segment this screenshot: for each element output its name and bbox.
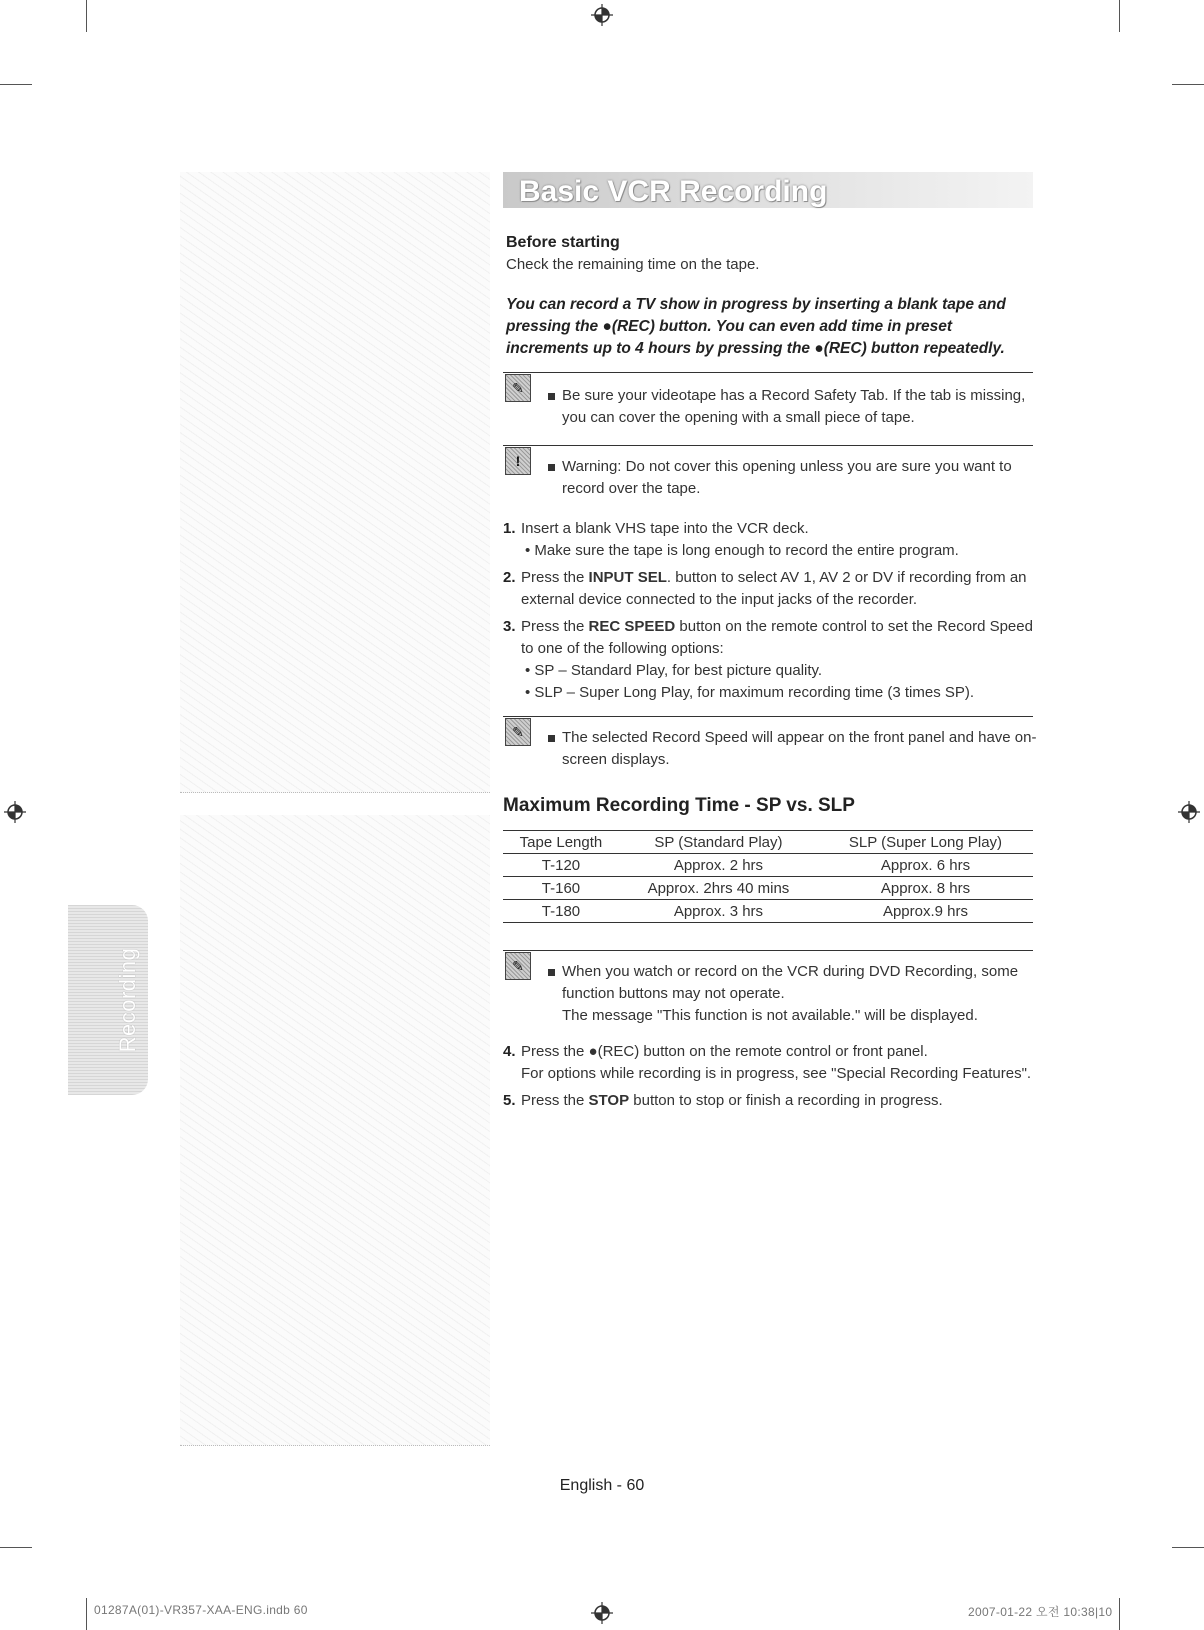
step-text-post: . button to select AV 1, AV 2 or DV if recording from an external device connected to the input jacks of the recorder. <box>521 569 1027 608</box>
print-footer-timestamp: 2007-01-22 오전 10:38|10 <box>968 1605 1113 1619</box>
crop-mark <box>86 1598 87 1630</box>
crop-mark <box>0 84 32 85</box>
step-number: 2. <box>503 569 516 586</box>
crop-mark <box>1119 1598 1120 1630</box>
step-number: 3. <box>503 618 516 635</box>
note-item <box>548 385 1042 429</box>
step-text: Press the ●(REC) button on the remote control or front panel. <box>521 1043 928 1060</box>
table-cell: Approx. 2 hrs <box>673 856 764 874</box>
crop-mark <box>1172 1547 1204 1548</box>
crop-mark <box>86 0 87 32</box>
registration-mark-icon <box>1178 801 1200 823</box>
step-text: Insert a blank VHS tape into the VCR deck. <box>521 520 809 537</box>
step-subitem: • Make sure the tape is long enough to record the entire program. <box>525 542 959 559</box>
page-title-bar <box>503 172 1033 208</box>
step-text-pre: Press the <box>521 569 589 586</box>
step-item <box>503 1090 1043 1112</box>
table-row <box>503 854 1033 877</box>
table-header-cell: SP (Standard Play) <box>654 833 783 851</box>
note-item <box>548 727 1042 771</box>
step-item <box>503 518 1043 562</box>
before-starting-text: Check the remaining time on the tape. <box>506 256 760 273</box>
bullet-square-icon <box>548 393 555 400</box>
table-cell: T-180 <box>541 902 581 920</box>
decorative-pattern-panel <box>180 172 490 793</box>
page-number: English - 60 <box>559 1477 645 1494</box>
button-name: STOP <box>588 1092 630 1109</box>
intro-paragraph: You can record a TV show in progress by inserting a blank tape and pressing the ●(REC) button. You can even add time in preset increments up to 4 hours by pressing the ●(REC) button repeatedly. <box>506 296 1006 357</box>
note-text: Be sure your videotape has a Record Safety Tab. If the tab is missing, you can cover the opening with a small piece of tape. <box>562 387 1026 426</box>
bullet-square-icon <box>548 464 555 471</box>
recording-time-table <box>503 830 1033 923</box>
table-header-cell: SLP (Super Long Play) <box>848 833 1003 851</box>
decorative-pattern-panel <box>180 815 490 1446</box>
table-cell: Approx. 3 hrs <box>673 902 764 920</box>
crop-mark <box>1172 84 1204 85</box>
step-text-post: button on the remote control to set the Record Speed to one of the following options: <box>521 618 1033 657</box>
note-divider <box>503 372 1033 373</box>
table-cell: T-160 <box>541 879 581 897</box>
step-item <box>503 1041 1043 1085</box>
step-text-pre: Press the <box>521 1092 589 1109</box>
note-text-extra: The message "This function is not available." will be displayed. <box>562 1007 978 1024</box>
table-cell: Approx. 6 hrs <box>880 856 971 874</box>
bullet-square-icon <box>548 735 555 742</box>
step-number: 5. <box>503 1092 516 1109</box>
warning-text: Warning: Do not cover this opening unless you are sure you want to record over the tape. <box>562 458 1012 497</box>
table-cell: Approx.9 hrs <box>882 902 968 920</box>
crop-mark <box>0 1547 32 1548</box>
table-header-cell: Tape Length <box>519 833 603 851</box>
step-item <box>503 567 1043 611</box>
step-subtext: For options while recording is in progress, see "Special Recording Features". <box>521 1065 1032 1082</box>
section-heading: Maximum Recording Time - SP vs. SLP <box>503 795 855 816</box>
note-icon: ✎ <box>505 952 531 980</box>
step-text-pre: Press the <box>521 618 589 635</box>
note-item <box>548 961 1042 1027</box>
steps-list <box>503 518 1043 709</box>
page-title: Basic VCR Recording <box>519 175 828 208</box>
note-icon: ✎ <box>505 718 531 746</box>
note-divider <box>503 950 1033 951</box>
section-side-tab-label: Recording <box>115 947 140 1053</box>
step-number: 4. <box>503 1043 516 1060</box>
table-cell: Approx. 8 hrs <box>880 879 971 897</box>
print-footer-file: 01287A(01)-VR357-XAA-ENG.indb 60 <box>94 1603 308 1617</box>
step-number: 1. <box>503 520 516 537</box>
registration-mark-icon <box>591 1602 613 1624</box>
note-divider <box>503 716 1033 717</box>
note-icon: ✎ <box>505 374 531 402</box>
table-header-row <box>503 831 1033 854</box>
bullet-square-icon <box>548 969 555 976</box>
table-cell: Approx. 2hrs 40 mins <box>647 879 790 897</box>
note-text: The selected Record Speed will appear on the front panel and have on-screen displays. <box>562 729 1037 768</box>
note-divider <box>503 445 1033 446</box>
crop-mark <box>1119 0 1120 32</box>
table-row <box>503 900 1033 923</box>
button-name: REC SPEED <box>588 618 676 635</box>
note-text: When you watch or record on the VCR during DVD Recording, some function buttons may not operate. <box>562 963 1019 1002</box>
steps-list-continued <box>503 1041 1043 1117</box>
registration-mark-icon <box>591 4 613 26</box>
table-row <box>503 877 1033 900</box>
step-text-post: button to stop or finish a recording in progress. <box>629 1092 943 1109</box>
step-item <box>503 616 1043 704</box>
warning-icon: ! <box>505 447 531 475</box>
step-subitem: • SP – Standard Play, for best picture quality. <box>525 662 823 679</box>
button-name: INPUT SEL <box>588 569 667 586</box>
registration-mark-icon <box>4 801 26 823</box>
warning-item <box>548 456 1042 500</box>
before-starting-heading: Before starting <box>506 234 620 251</box>
step-subitem: • SLP – Super Long Play, for maximum recording time (3 times SP). <box>525 684 975 701</box>
table-cell: T-120 <box>541 856 581 874</box>
